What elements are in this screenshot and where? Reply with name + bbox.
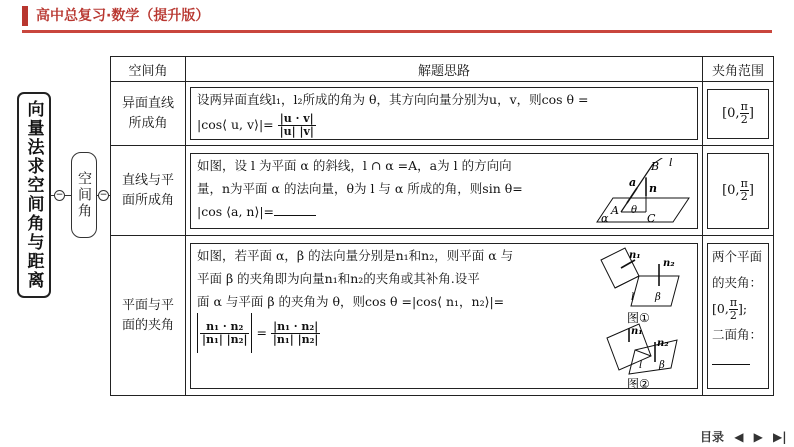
row-method: 如图，若平面 α，β 的法向量分别是n₁和n₂，则平面 α 与 平面 β 的夹角即为向量n₁和n₂的夹角或其补角.设平 面 α 与平面 β 的夹角为 θ，则cos θ =|cos⟨ n₁，n₂⟩|= $\frac{\text{n₁ · n₂}}{\text{|n₁| |n₂|}}$ = $\frac{\text{|n₁ · n₂|}}{\text{|n₁| |n₂|}}$ n₁ n₂ l β 图① n₁ n₂ l β 图② (186, 236, 703, 396)
collapse-toggle-icon[interactable]: − (55, 190, 64, 200)
footer-nav (700, 428, 793, 445)
row-name: 异面直线所成角 (111, 82, 186, 146)
svg-text:n: n (649, 181, 657, 195)
table-row (111, 236, 774, 396)
method-line: |cos ⟨a, n⟩|= (197, 203, 275, 219)
method-line: |cos⟨ u, v⟩|= (197, 117, 274, 132)
header-accent-bar (22, 6, 28, 26)
svg-text:l: l (639, 359, 643, 371)
row-range: 两个平面 的夹角： [0, $\frac{\pi}{2}$ ]; 二面角： (703, 236, 774, 396)
svg-text:α: α (601, 211, 609, 224)
method-line: 面 α 与平面 β 的夹角为 θ，则cos θ =|cos⟨ n₁，n₂⟩|= (197, 293, 505, 309)
svg-text:β: β (655, 291, 661, 303)
table-row (111, 146, 774, 236)
page-header (0, 0, 794, 40)
method-line: 平面 β 的夹角即为向量n₁和n₂的夹角或其补角.设平 (197, 270, 480, 286)
row-method (186, 82, 703, 146)
last-page-icon[interactable]: ▶| (773, 430, 787, 444)
formula-fraction: $\frac{|u \cdot v|}{|u| |v|}$ (279, 112, 314, 138)
svg-text:n₂: n₂ (657, 337, 669, 349)
toc-link[interactable]: 目录 (700, 430, 725, 444)
svg-text:β: β (659, 359, 665, 371)
svg-text:θ: θ (631, 204, 638, 216)
row-range: [0, $\frac{\pi}{2}$ ] (703, 146, 774, 236)
svg-text:a: a (629, 175, 637, 189)
svg-text:图②: 图② (627, 376, 650, 388)
formula-fraction: $\frac{\text{n₁ · n₂}}{\text{|n₁| |n₂|}}$ (202, 319, 248, 346)
svg-text:l: l (669, 157, 673, 169)
method-line: 如图，若平面 α，β 的法向量分别是n₁和n₂，则平面 α 与 (197, 247, 514, 263)
mindmap-root: 向量法求空间角与距离 (17, 92, 51, 298)
row-name: 平面与平面的夹角 (111, 236, 186, 396)
line-plane-figure (591, 158, 691, 224)
row-method (186, 146, 703, 236)
method-line: 量，n为平面 α 的法向量，θ为 l 与 α 所成的角，则sin θ= (197, 180, 523, 196)
collapse-toggle-icon[interactable]: − (99, 190, 108, 200)
method-line: 如图，设 l 为平面 α 的斜线，l ∩ α =A，a为 l 的方向向 (197, 157, 512, 173)
answer-blank (274, 203, 316, 216)
table-header: 空间角 (111, 57, 186, 82)
next-page-icon[interactable]: ▶ (753, 430, 763, 444)
table-header-row (111, 57, 774, 82)
svg-text:n₁: n₁ (631, 325, 643, 337)
svg-text:图①: 图① (627, 310, 650, 325)
svg-text:n₂: n₂ (663, 257, 675, 269)
prev-page-icon[interactable]: ◀ (734, 430, 744, 444)
mindmap-sub: 空间角 (71, 152, 97, 238)
row-range: [0, $\frac{\pi}{2}$ ] (703, 82, 774, 146)
method-line: 设两异面直线l₁，l₂所成的角为 θ，其方向向量分别为u，v，则cos θ = (197, 92, 589, 107)
header-title: 高中总复习·数学（提升版） (36, 8, 210, 24)
table-header: 夹角范围 (703, 57, 774, 82)
row-name: 直线与平面所成角 (111, 146, 186, 236)
table-header: 解题思路 (186, 57, 703, 82)
header-rule (22, 30, 772, 33)
svg-text:A: A (611, 203, 619, 217)
svg-text:B: B (651, 159, 660, 173)
svg-text:C: C (647, 211, 656, 224)
plane-plane-figures (595, 246, 689, 388)
table-row (111, 82, 774, 146)
formula-fraction: $\frac{\text{|n₁ · n₂|}}{\text{|n₁| |n₂|}}$ (272, 319, 319, 346)
svg-text:l: l (631, 291, 635, 303)
svg-text:n₁: n₁ (629, 249, 641, 261)
angle-table (110, 56, 774, 396)
